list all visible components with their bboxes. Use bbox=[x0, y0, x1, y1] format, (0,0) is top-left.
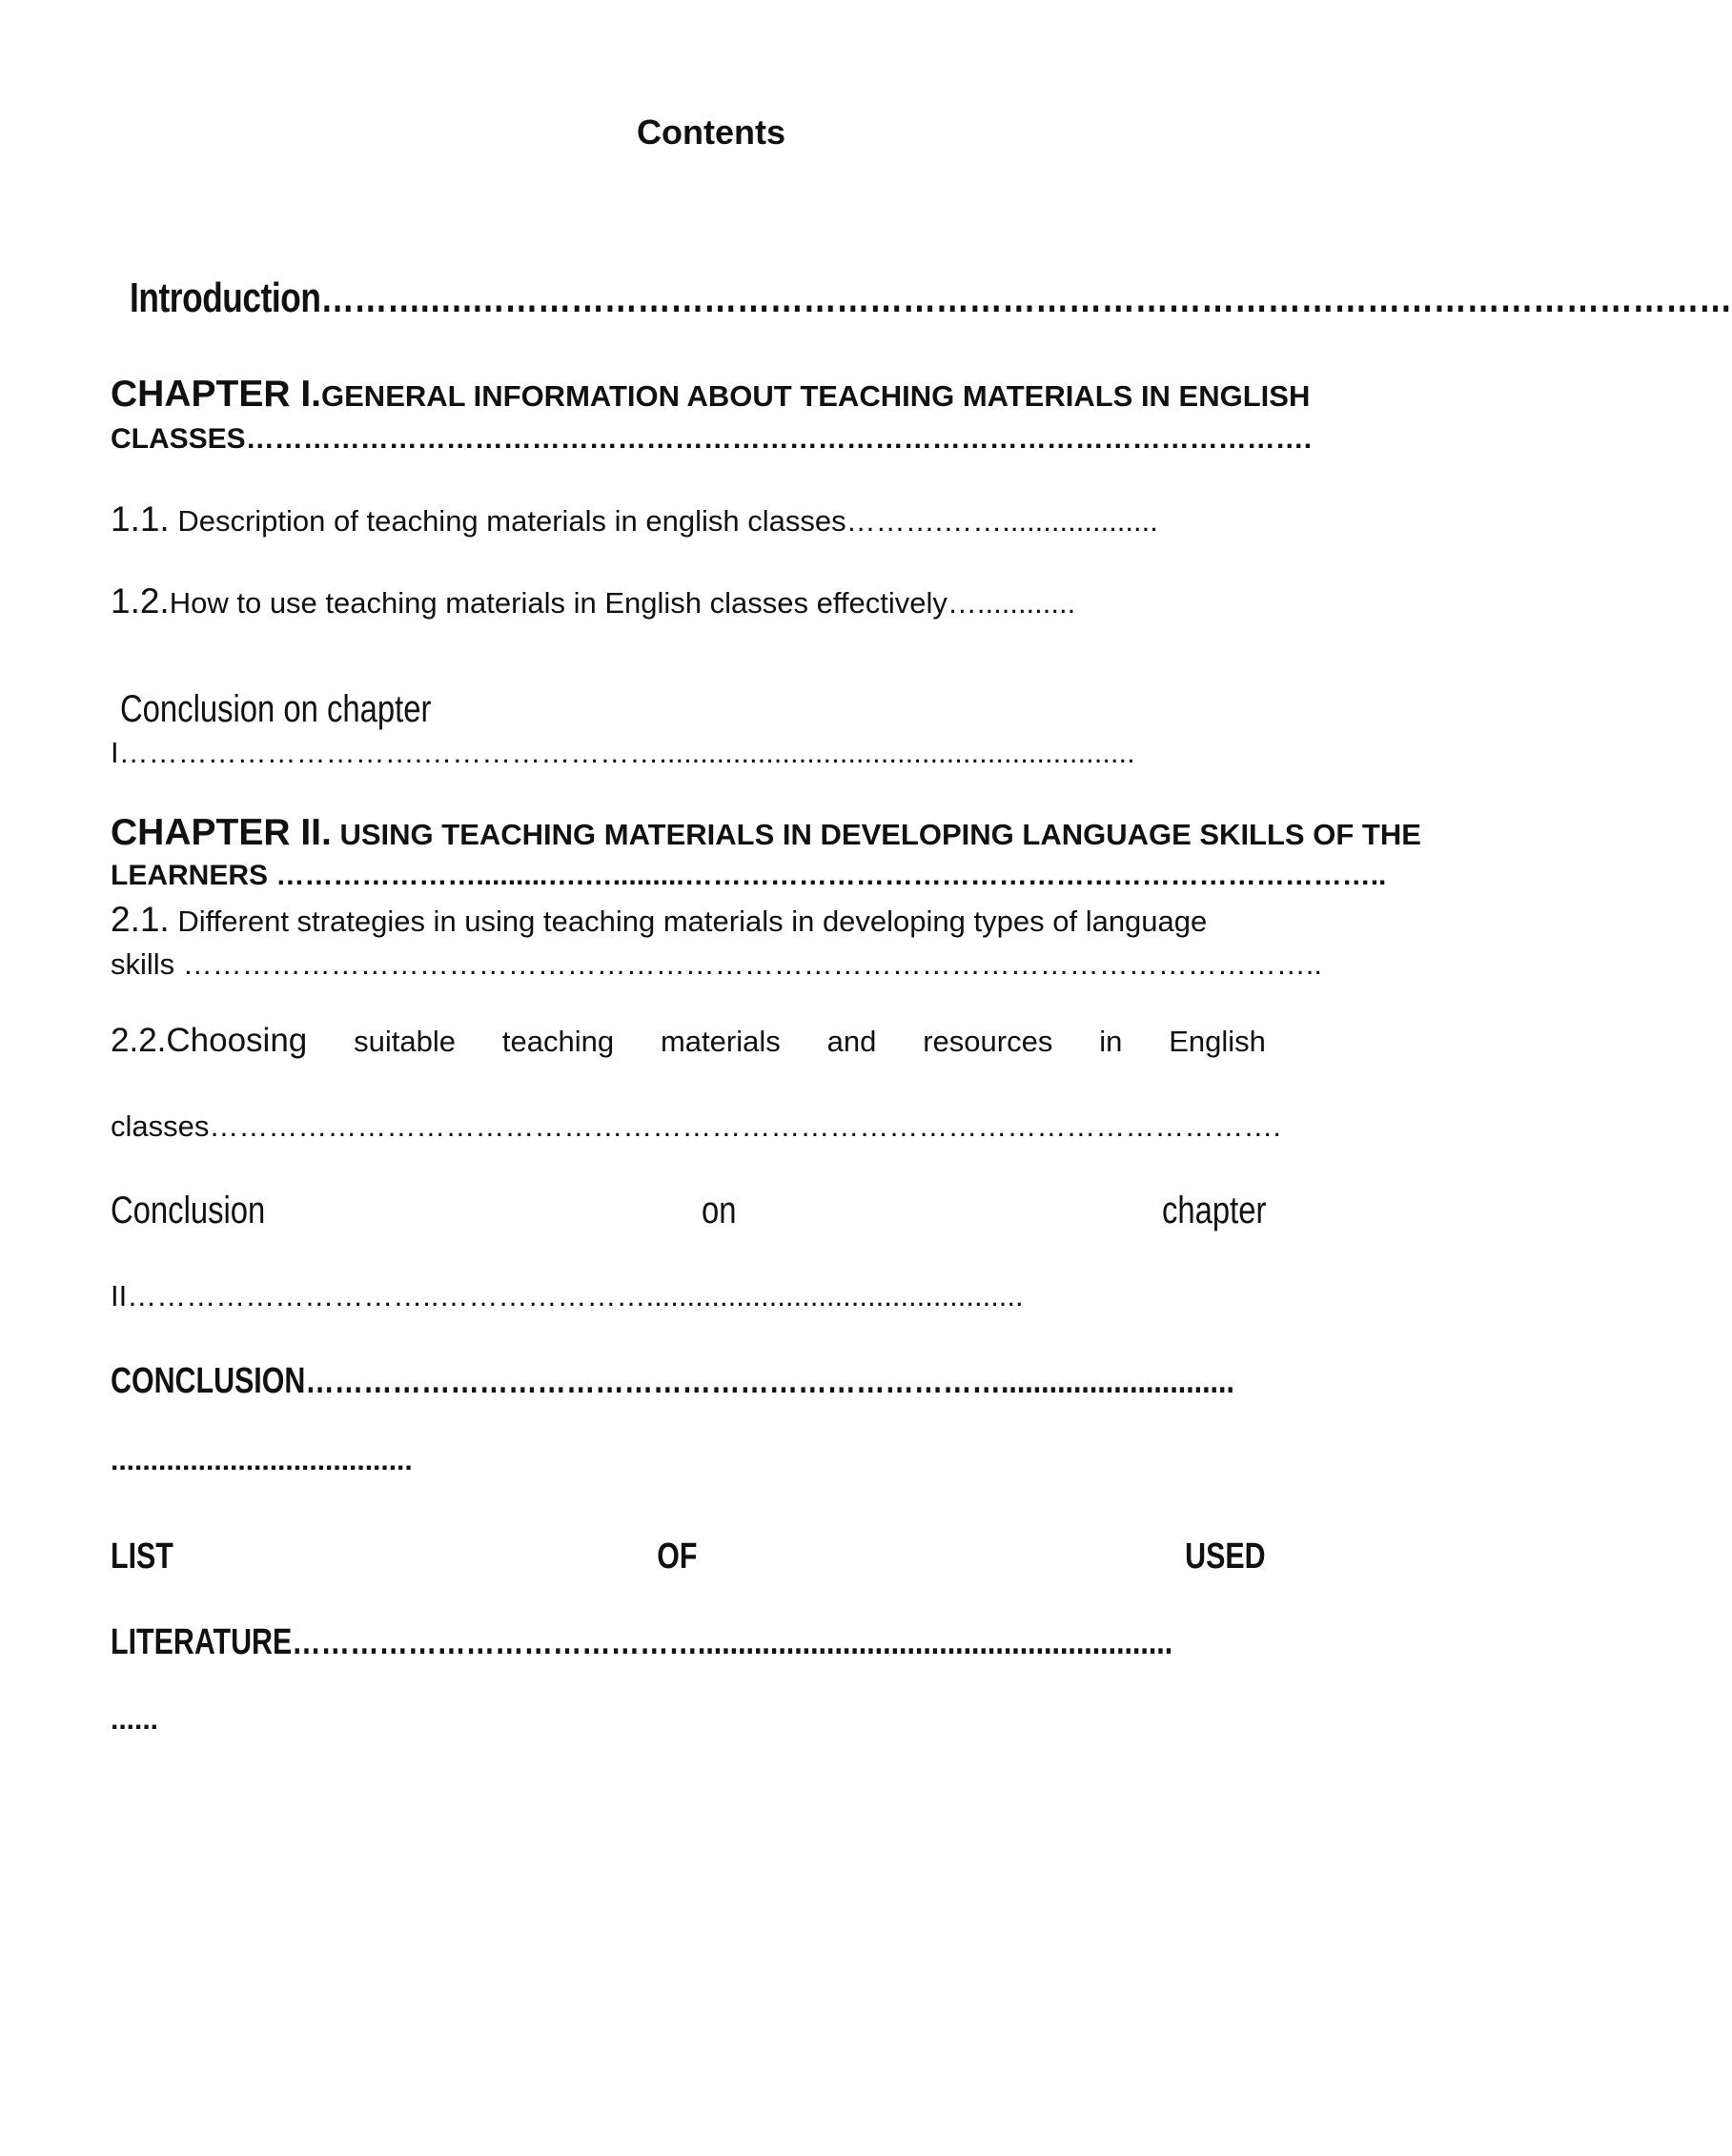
section-2-1-text-line1: Different strategies in using teaching materials in developing types of language bbox=[169, 905, 1208, 938]
literature-word: LIST bbox=[111, 1536, 173, 1576]
toc-section-2-1 bbox=[111, 900, 1207, 940]
literature-word: OF bbox=[657, 1536, 698, 1576]
chapter-1-conclusion-line2: I………………………….…………………….......................................................... bbox=[111, 736, 1135, 769]
page-title: Contents bbox=[637, 112, 785, 152]
section-2-1-text-line2: skills …………………………………………………………………………………………………….. bbox=[111, 947, 1322, 981]
chapter-1-title-line1: GENERAL INFORMATION ABOUT TEACHING MATERIALS IN ENGLISH bbox=[321, 379, 1311, 413]
toc-literature-line1 bbox=[111, 1536, 1266, 1577]
chapter-2-title-line2: LEARNERS ………………….........….….........……………………………………………………………….. bbox=[111, 860, 1387, 891]
section-1-2-text: How to use teaching materials in English classes effectively…............ bbox=[169, 586, 1076, 620]
section-2-2-word: 2.2.Choosing bbox=[111, 1022, 308, 1059]
chapter-1-prefix: CHAPTER I. bbox=[111, 374, 322, 415]
toc-literature-line2: LITERATURE……………………………………........................................................... bbox=[111, 1622, 1173, 1662]
toc-chapter-2-heading bbox=[111, 812, 1421, 854]
section-2-1-number: 2.1. bbox=[111, 900, 170, 939]
toc-section-1-1 bbox=[111, 499, 1158, 539]
chapter-2-conclusion-word: Conclusion bbox=[111, 1190, 266, 1231]
section-2-2-line2: classes………………………………………………………………………………………………. bbox=[111, 1109, 1281, 1143]
chapter-2-conclusion-line1 bbox=[111, 1190, 1266, 1232]
section-2-2-word: and bbox=[826, 1025, 877, 1058]
chapter-2-title-line1: USING TEACHING MATERIALS IN DEVELOPING LANGUAGE SKILLS OF THE bbox=[331, 818, 1421, 851]
toc-conclusion-line1: CONCLUSION………………………………………………………………............................. bbox=[111, 1361, 1234, 1401]
section-1-1-number: 1.1. bbox=[111, 499, 170, 539]
toc-introduction: Introduction……….….…………………………………………………………………………………………………… bbox=[130, 275, 1732, 321]
section-2-2-word: materials bbox=[660, 1025, 781, 1058]
section-2-2-word: suitable bbox=[354, 1025, 456, 1058]
section-2-2-word: in bbox=[1099, 1025, 1123, 1058]
section-1-1-text: Description of teaching materials in english classes……….……................... bbox=[169, 504, 1158, 538]
toc-literature-line3: ...... bbox=[111, 1704, 159, 1736]
chapter-2-conclusion-word: chapter bbox=[1161, 1190, 1266, 1231]
toc-section-1-2 bbox=[111, 581, 1075, 621]
chapter-1-title-line2: CLASSES…………………………………………………………………………………………………. bbox=[111, 423, 1313, 455]
toc-section-2-2-line1 bbox=[111, 1022, 1266, 1060]
section-2-2-word: teaching bbox=[501, 1025, 615, 1058]
section-2-2-word: resources bbox=[923, 1025, 1053, 1058]
toc-conclusion-line2: ...................................... bbox=[111, 1445, 413, 1476]
chapter-2-prefix: CHAPTER II. bbox=[111, 812, 332, 853]
chapter-2-conclusion-line2: II…………………………..………………….............................................. bbox=[111, 1279, 1024, 1312]
toc-chapter-1-heading bbox=[111, 374, 1310, 416]
section-1-2-number: 1.2. bbox=[111, 581, 170, 620]
chapter-1-conclusion-line1: Conclusion on chapter bbox=[120, 688, 432, 730]
literature-word: USED bbox=[1185, 1536, 1266, 1576]
chapter-2-conclusion-word: on bbox=[701, 1190, 737, 1231]
section-2-2-word: English bbox=[1169, 1025, 1266, 1058]
